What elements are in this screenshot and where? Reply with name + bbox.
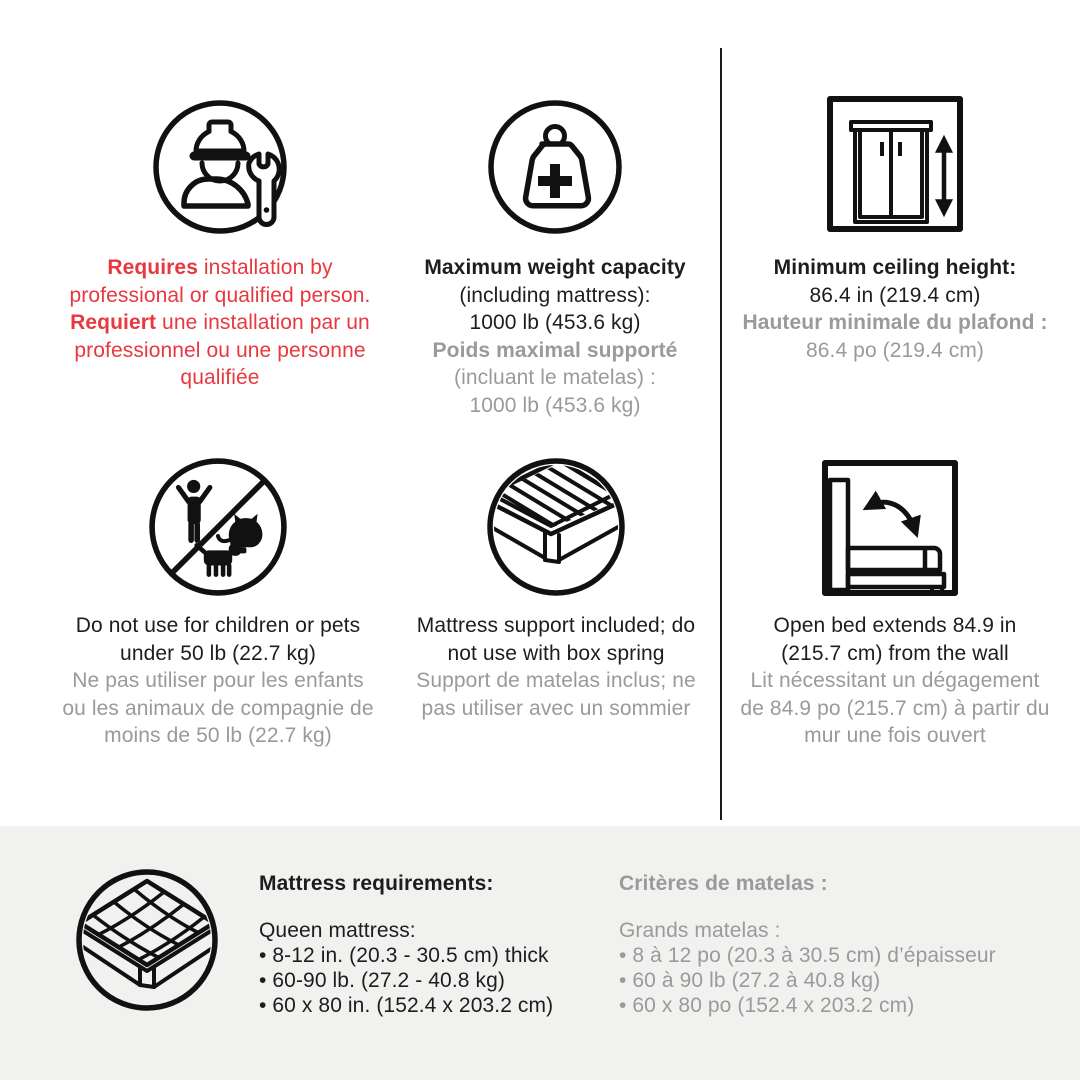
text-line: 1000 lb (453.6 kg) — [469, 311, 641, 334]
footer-bullet: • 8-12 in. (20.3 - 30.5 cm) thick — [259, 944, 549, 967]
footer-subtitle-fr: Grands matelas : — [619, 919, 781, 942]
text-line: Maximum weight capacity — [424, 256, 686, 279]
slat-support-icon — [485, 456, 627, 598]
mattress-requirements-en — [259, 871, 553, 1018]
installation-text — [40, 254, 400, 392]
text-line: pas utiliser avec un sommier — [421, 696, 691, 720]
no-children-pets-icon — [147, 456, 289, 598]
mattress-requirements-section — [0, 826, 1080, 1080]
footer-bullet: • 60 x 80 po (152.4 x 203.2 cm) — [619, 994, 915, 1017]
text-line: Mattress support included; do — [416, 614, 696, 637]
text-line: Do not use for children or pets — [75, 614, 361, 637]
text-line: Minimum ceiling height: — [773, 256, 1017, 279]
text-line: 1000 lb (453.6 kg) — [469, 393, 641, 417]
children-pets-text — [38, 612, 398, 750]
text-line: Ne pas utiliser pour les enfants — [72, 669, 364, 692]
footer-title-en: Mattress requirements: — [259, 872, 494, 895]
text-line: (incluant le matelas) : — [454, 366, 656, 389]
text-line: (including mattress): — [459, 283, 651, 307]
text-line: Requires installation by — [107, 256, 333, 279]
text-line: under 50 lb (22.7 kg) — [120, 641, 316, 665]
text-line: 86.4 in (219.4 cm) — [809, 283, 981, 307]
footer-bullet: • 60-90 lb. (27.2 - 40.8 kg) — [259, 969, 505, 992]
text-line: Support de matelas inclus; ne — [416, 669, 696, 692]
text-line: 86.4 po (219.4 cm) — [805, 338, 985, 362]
text-line: qualifiée — [180, 366, 260, 389]
ceiling-text — [730, 254, 1060, 364]
text-line: Requiert une installation par un — [70, 311, 370, 334]
mattress-support-text — [400, 612, 712, 722]
text-line: ou les animaux de compagnie de — [62, 696, 374, 720]
mattress-requirements-fr — [619, 871, 996, 1018]
open-bed-icon — [822, 460, 958, 596]
open-bed-text — [728, 612, 1062, 750]
footer-bullet: • 60 à 90 lb (27.2 à 40.8 kg) — [619, 969, 881, 992]
weight-text — [405, 254, 705, 419]
column-divider — [720, 48, 722, 820]
footer-bullet: • 8 à 12 po (20.3 à 30.5 cm) d’épaisseur — [619, 944, 996, 967]
weight-capacity-icon — [485, 97, 625, 237]
text-line: de 84.9 po (215.7 cm) à partir du — [740, 696, 1050, 720]
footer-title-fr: Critères de matelas : — [619, 872, 828, 895]
ceiling-height-icon — [827, 96, 963, 232]
footer-subtitle-en: Queen mattress: — [259, 919, 416, 942]
text-line: Open bed extends 84.9 in — [773, 614, 1017, 637]
text-line: professionnel ou une personne — [74, 338, 366, 362]
text-line: professional or qualified person. — [69, 283, 371, 307]
footer-bullet: • 60 x 80 in. (152.4 x 203.2 cm) — [259, 994, 554, 1017]
mattress-icon — [74, 867, 220, 1013]
text-line: moins de 50 lb (22.7 kg) — [104, 724, 332, 747]
text-line: not use with box spring — [447, 641, 665, 665]
text-line: Lit nécessitant un dégagement — [750, 669, 1040, 692]
text-line: (215.7 cm) from the wall — [781, 641, 1009, 665]
text-line: mur une fois ouvert — [804, 724, 986, 747]
text-line: Poids maximal supporté — [432, 338, 678, 362]
worker-wrench-icon — [150, 97, 290, 237]
text-line: Hauteur minimale du plafond : — [742, 311, 1048, 334]
